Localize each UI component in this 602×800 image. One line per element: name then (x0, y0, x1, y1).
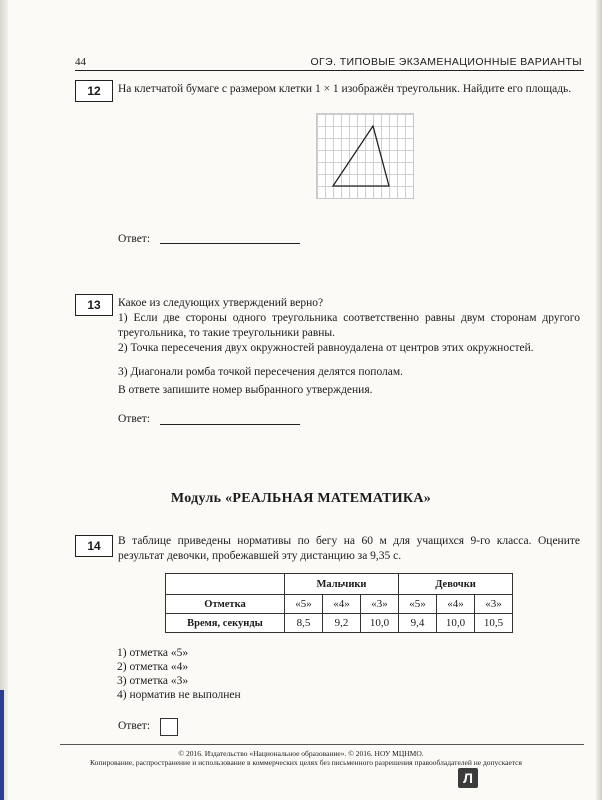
publisher-logo: Л (458, 768, 478, 788)
grade-cell: «4» (323, 595, 361, 614)
task-14-option-3: 3) отметка «3» (117, 675, 189, 687)
module-title: Модуль «РЕАЛЬНАЯ МАТЕМАТИКА» (170, 491, 432, 506)
triangle-drawing (317, 114, 413, 198)
task-14-answer-box[interactable] (160, 718, 178, 736)
triangle-grid-figure (316, 113, 414, 199)
task-14-option-4: 4) норматив не выполнен (117, 689, 241, 701)
task-13-answer-label: Ответ: (118, 413, 151, 425)
group-girls-header: Девочки (399, 574, 513, 595)
triangle-shape (333, 126, 389, 186)
table-header-row (166, 574, 513, 595)
task-13-statement-2: 2) Точка пересечения двух окружностей равноудалена от центров этих окружностей. (118, 342, 534, 354)
task-14-number: 14 (75, 535, 113, 557)
book-spine (0, 690, 4, 800)
task-14-answer-label: Ответ: (118, 720, 151, 732)
time-row-label: Время, секунды (166, 614, 285, 633)
grade-row-label: Отметка (166, 595, 285, 614)
grade-cell: «5» (399, 595, 437, 614)
footer-notice: Копирование, распространение и использование в коммерческих целях без письменного разрешения правообладателей не допускается (90, 758, 522, 767)
group-boys-header: Мальчики (285, 574, 399, 595)
time-cell: 9,2 (323, 614, 361, 633)
task-13-answer-field[interactable] (160, 412, 300, 425)
task-12-text: На клетчатой бумаге с размером клетки 1 × 1 изображён треугольник. Найдите его площадь. (118, 83, 572, 95)
footer-divider (60, 744, 584, 745)
task-13-statement-1: 1) Если две стороны одного треугольника соответственно равны двум сторонам другого треугольника, то такие треугольники равны. (118, 312, 580, 339)
task-13-instruction: В ответе запишите номер выбранного утверждения. (118, 384, 373, 396)
footer-copyright: © 2016. Издательство «Национальное образование». © 2016. НОУ МЦНМО. (178, 749, 424, 758)
time-cell: 10,0 (437, 614, 475, 633)
task-14-option-2: 2) отметка «4» (117, 661, 189, 673)
task-13-number: 13 (75, 294, 113, 316)
task-14-option-1: 1) отметка «5» (117, 647, 189, 659)
table-corner-cell (166, 574, 285, 595)
table-row (166, 595, 513, 614)
norms-table (165, 573, 513, 633)
page-edge-left (0, 0, 8, 800)
task-14-text: В таблице приведены нормативы по бегу на 60 м для учащихся 9-го класса. Оцените результат девочки, пробежавшей эту дистанцию за 9,35 с. (118, 535, 580, 562)
grade-cell: «3» (475, 595, 513, 614)
task-13-statement-3: 3) Диагонали ромба точкой пересечения делятся пополам. (118, 366, 404, 378)
grade-cell: «5» (285, 595, 323, 614)
header-divider (75, 70, 584, 71)
time-cell: 10,5 (475, 614, 513, 633)
page-number: 44 (75, 56, 86, 68)
task-12-answer-label: Ответ: (118, 233, 151, 245)
task-13-question: Какое из следующих утверждений верно? (118, 297, 324, 309)
time-cell: 8,5 (285, 614, 323, 633)
running-title: ОГЭ. ТИПОВЫЕ ЭКЗАМЕНАЦИОННЫЕ ВАРИАНТЫ (310, 56, 582, 68)
grade-cell: «3» (361, 595, 399, 614)
grade-cell: «4» (437, 595, 475, 614)
time-cell: 9,4 (399, 614, 437, 633)
task-12-answer-field[interactable] (160, 231, 300, 244)
task-12-number: 12 (75, 80, 113, 102)
page-edge-right (596, 0, 602, 800)
time-cell: 10,0 (361, 614, 399, 633)
table-row (166, 614, 513, 633)
